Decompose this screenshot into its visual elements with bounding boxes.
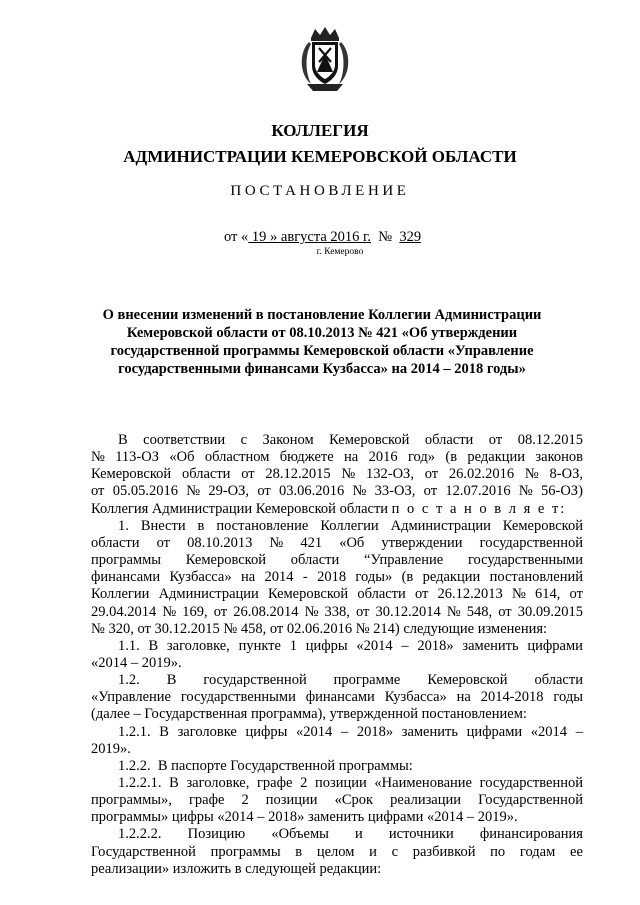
word: 26.12.2013 <box>437 586 503 603</box>
word: Кемеровской <box>91 466 172 483</box>
word: № <box>511 586 526 603</box>
word: от <box>414 586 429 603</box>
word: 28.12.2015 <box>265 466 331 483</box>
word: 30.09.2015 <box>517 603 583 620</box>
title-line: Кемеровской области от 08.10.2013 № 421 «Об утверждении <box>126 325 518 341</box>
body-line <box>91 672 583 689</box>
word: Государственной <box>478 792 583 809</box>
body-line <box>91 466 583 483</box>
word: от <box>488 432 503 448</box>
word: утверждении <box>381 534 463 551</box>
title-line: О внесении изменений в постановление Коллегии Администрации <box>102 307 542 323</box>
document-city: г. Кемерово <box>316 247 364 257</box>
body-line <box>91 483 583 500</box>
word: финансами <box>91 569 161 586</box>
word: «2014 <box>356 637 393 654</box>
word: заголовке <box>177 723 237 740</box>
body-line <box>91 432 583 449</box>
word: финансами <box>305 689 375 706</box>
word: Кемеровской <box>502 517 583 534</box>
word: № <box>524 466 539 483</box>
word: 03.06.2016 <box>279 483 345 500</box>
word: заменить <box>462 637 519 654</box>
body-line <box>91 569 583 586</box>
word: 1.2.1. <box>118 723 151 740</box>
word: от <box>257 483 271 500</box>
word: – <box>340 723 349 740</box>
word: «Срок <box>334 792 374 809</box>
word: – <box>575 723 583 740</box>
word: редакции <box>467 449 526 466</box>
body-line <box>91 501 583 518</box>
word: финансирования <box>479 826 583 843</box>
body-line <box>91 775 583 792</box>
word: пункте <box>238 637 281 654</box>
word: Позицию <box>187 826 246 843</box>
body-line <box>91 518 583 535</box>
word: цифрами <box>527 637 583 654</box>
word: В <box>148 637 159 654</box>
word: от <box>356 603 370 620</box>
word: заменить <box>401 723 458 740</box>
word: «2014 <box>296 723 333 740</box>
word: Коллегии <box>91 586 150 603</box>
word: соответствии <box>143 432 226 448</box>
word: 2 <box>241 792 249 809</box>
word: 29.04.2014 <box>91 603 157 620</box>
word: 1 <box>289 637 297 654</box>
body-line: (далее – Государственная программа), утвержденной постановлением: <box>91 706 527 723</box>
word: цифры <box>245 723 288 740</box>
word: № <box>446 603 461 620</box>
body-line <box>91 638 583 655</box>
word: области <box>424 432 474 448</box>
word: 2 <box>300 775 308 792</box>
word: от <box>156 534 170 551</box>
word: 05.05.2016 <box>112 483 178 500</box>
word: 33-ОЗ, <box>374 483 416 500</box>
word: 2018 <box>317 569 347 586</box>
word: ее <box>570 843 583 860</box>
word: (в <box>445 449 458 466</box>
word: № <box>304 603 319 620</box>
org-name-line2: АДМИНИСТРАЦИИ КЕМЕРОВСКОЙ ОБЛАСТИ <box>123 147 517 166</box>
word: В <box>169 775 179 792</box>
word: № <box>352 483 367 500</box>
word: целом <box>316 843 355 860</box>
word: от <box>423 483 438 500</box>
org-name-line1: КОЛЛЕГИЯ <box>271 121 369 140</box>
body-line: реализации» изложить в следующей редакции: <box>91 860 382 877</box>
date-prefix: от « <box>224 229 249 245</box>
word: 2016 <box>368 449 398 466</box>
word: от <box>424 466 439 483</box>
word: 2018» <box>356 723 394 740</box>
word: 132-ОЗ, <box>366 466 414 483</box>
word: государственной <box>479 775 583 792</box>
word: 614, <box>534 586 561 603</box>
word: 169, <box>182 603 208 620</box>
body-line <box>91 826 583 843</box>
coat-of-arms-icon <box>297 26 353 94</box>
word: В <box>118 432 128 448</box>
word: № <box>518 483 533 500</box>
word: 26.08.2014 <box>233 603 299 620</box>
title-line: государственной программы Кемеровской области «Управление <box>110 343 534 359</box>
word: заголовке, <box>186 775 250 792</box>
word: от <box>498 603 512 620</box>
word: от <box>241 466 255 483</box>
word: В <box>166 672 177 689</box>
word: редакции <box>422 569 481 586</box>
word: области <box>534 672 583 689</box>
word: № <box>341 466 356 483</box>
word: 29-ОЗ, <box>208 483 250 500</box>
word: на <box>240 569 256 586</box>
word: и <box>355 826 363 843</box>
word: источники <box>388 826 454 843</box>
word: программы», <box>91 792 172 809</box>
word: Кемеровской <box>185 552 266 569</box>
date-day: 19 <box>248 229 271 245</box>
body-line: 1.2.2. В паспорте Государственной программы: <box>118 757 413 774</box>
word: 2014 <box>264 569 294 586</box>
body-line <box>91 604 583 621</box>
word: 2018» <box>417 637 454 654</box>
document-type: ПОСТАНОВЛЕНИЕ <box>230 183 410 199</box>
word: постановление <box>216 517 309 534</box>
word: годы <box>553 689 583 706</box>
word: «Об <box>339 534 365 551</box>
word: на <box>456 689 471 706</box>
word: государственными <box>180 689 296 706</box>
word: № <box>162 603 177 620</box>
word: областном <box>204 449 270 466</box>
word: 26.02.2016 <box>448 466 515 483</box>
body-line <box>91 724 583 741</box>
word: 1.2.2.2. <box>118 826 162 843</box>
word: годам <box>519 843 556 860</box>
word: заголовке, <box>166 637 230 654</box>
body-line <box>91 792 583 809</box>
word: «2014 <box>530 723 568 740</box>
body-line <box>91 689 583 706</box>
word: годы» <box>355 569 393 586</box>
word: программы <box>91 552 161 569</box>
word: позиции <box>265 792 318 809</box>
body-line <box>91 552 583 569</box>
word: Администрации <box>158 586 259 603</box>
body-line: программы» цифры «2014 – 2018» заменить цифрами «2014 – 2019». <box>91 809 518 826</box>
word: по <box>490 843 506 860</box>
word: от <box>213 603 228 620</box>
word: год» <box>407 449 436 466</box>
word: «Управление <box>91 689 171 706</box>
word: Законом <box>262 432 314 448</box>
word: 1.1. <box>118 637 140 654</box>
word: «Объемы <box>271 826 329 843</box>
word: с <box>240 432 248 448</box>
word: Внести <box>140 517 186 534</box>
word: 338, <box>324 603 350 620</box>
word: 2014-2018 <box>480 689 544 706</box>
word: постановлений <box>489 569 583 586</box>
word: программе <box>333 672 401 689</box>
word: 8-ОЗ, <box>549 466 583 483</box>
word: Кемеровской <box>329 432 410 448</box>
word: программы <box>210 843 281 860</box>
word: «Наименование <box>374 775 472 792</box>
body-line <box>91 535 583 552</box>
word: 113-ОЗ <box>115 449 159 466</box>
word: с <box>391 843 399 860</box>
word: законов <box>535 449 583 466</box>
word: в <box>295 843 303 860</box>
word: цифрами <box>466 723 523 740</box>
word: – <box>401 637 409 654</box>
word: 08.10.2013 <box>187 534 253 551</box>
word: на <box>344 449 359 466</box>
body-line: «2014 – 2019». <box>91 655 182 671</box>
word: Кузбасса» <box>169 569 232 586</box>
word: 30.12.2014 <box>375 603 441 620</box>
word: “Управление <box>364 552 444 569</box>
word: области <box>290 552 340 569</box>
word: государственной <box>479 534 583 551</box>
word: графе <box>256 775 293 792</box>
word: № <box>269 534 284 551</box>
word: в <box>197 517 205 534</box>
word: 421 <box>300 534 323 551</box>
word: области <box>91 534 140 551</box>
word: реализации <box>390 792 462 809</box>
word: графе <box>188 792 225 809</box>
word: и <box>369 843 377 860</box>
word: от <box>569 586 583 603</box>
body-line: № 320, от 30.12.2015 № 458, от 02.06.2016 № 214) следующие изменения: <box>91 620 548 637</box>
word: Кузбасса» <box>384 689 447 706</box>
word: государственной <box>203 672 307 689</box>
body-line: 2019». <box>91 740 131 757</box>
body-line <box>91 449 583 466</box>
word: - <box>302 569 308 586</box>
document-date-line <box>224 229 454 246</box>
document-body <box>91 432 583 878</box>
word: области <box>181 466 231 483</box>
body-line <box>91 844 583 861</box>
word: № <box>186 483 201 500</box>
word: бюджете <box>279 449 334 466</box>
word: Администрации <box>390 517 491 534</box>
word: 1. <box>118 517 129 534</box>
document-title <box>72 306 572 378</box>
date-month-year: августа 2016 г. <box>277 229 371 245</box>
date-close-quote: » <box>270 229 278 245</box>
body-line <box>91 586 583 603</box>
word: области <box>357 586 406 603</box>
word: «Об <box>169 449 195 466</box>
word: В <box>159 723 169 740</box>
word: 56-ОЗ) <box>541 483 583 500</box>
word: 12.07.2016 <box>445 483 511 500</box>
word: (в <box>401 569 414 586</box>
word: № <box>91 449 105 466</box>
word: 1.2. <box>118 672 140 689</box>
body-text: Коллегия Администрации Кемеровской области <box>91 500 389 517</box>
word: от <box>91 483 105 500</box>
word: Кемеровской <box>267 586 349 603</box>
word: Кемеровской <box>427 672 508 689</box>
document-number: 329 <box>399 229 422 245</box>
word: позиции <box>314 775 367 792</box>
word: цифры <box>305 637 348 654</box>
word: государственными <box>467 552 583 569</box>
number-sign: № <box>378 229 393 245</box>
word: 08.12.2015 <box>517 432 583 448</box>
word: 1.2.2.1. <box>118 775 162 792</box>
word: 548, <box>466 603 493 620</box>
resolves-word: п о с т а н о в л я е т: <box>391 500 567 517</box>
word: Государственной <box>91 843 196 860</box>
word: Коллегии <box>320 517 379 534</box>
word: разбивкой <box>412 843 476 860</box>
title-line: государственными финансами Кузбасса» на 2014 – 2018 годы» <box>118 361 526 377</box>
